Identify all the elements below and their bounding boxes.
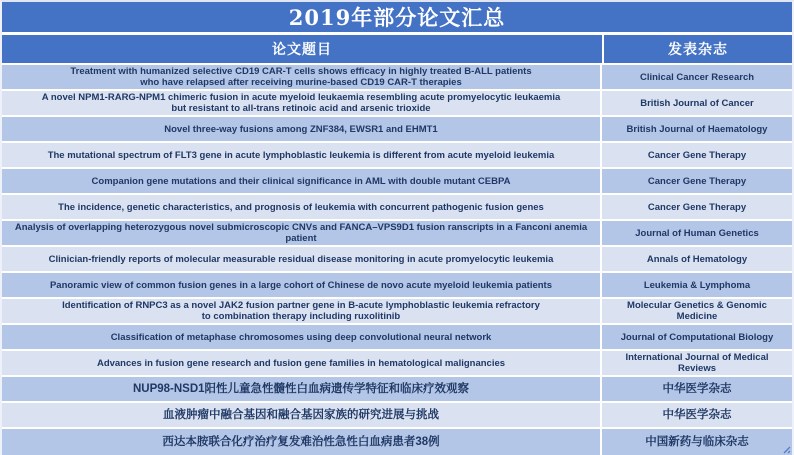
page-title: 2019年部分论文汇总 bbox=[2, 2, 792, 35]
journal-cell: British Journal of Haematology bbox=[626, 123, 768, 135]
paper-title-cell: Advances in fusion gene research and fusion gene families in hematological malignancies bbox=[2, 351, 602, 375]
table-row bbox=[2, 91, 792, 117]
table-row bbox=[2, 325, 792, 351]
table-row bbox=[2, 351, 792, 377]
journal-cell: Cancer Gene Therapy bbox=[647, 201, 747, 213]
table-row bbox=[2, 429, 792, 455]
table-row bbox=[2, 143, 792, 169]
paper-title-cell: 血液肿瘤中融合基因和融合基因家族的研究进展与挑战 bbox=[2, 403, 602, 427]
paper-title-cell: Identification of RNPC3 as a novel JAK2 fusion partner gene in B-acute lymphoblastic leukemia refractory to combination therapy including ruxolitinib bbox=[2, 299, 602, 323]
journal-cell: British Journal of Cancer bbox=[640, 97, 754, 109]
journal-cell: Journal of Computational Biology bbox=[620, 331, 774, 343]
paper-title-cell: Analysis of overlapping heterozygous novel submicroscopic CNVs and FANCA–VPS9D1 fusion ranscripts in a Fanconi anemia patient bbox=[2, 221, 602, 245]
table-row bbox=[2, 377, 792, 403]
table-row bbox=[2, 299, 792, 325]
paper-title-cell: Classification of metaphase chromosomes using deep convolutional neural network bbox=[2, 325, 602, 349]
journal-cell: Annals of Hematology bbox=[646, 253, 748, 265]
table-row bbox=[2, 247, 792, 273]
table-row bbox=[2, 403, 792, 429]
paper-title-cell: A novel NPM1-RARG-NPM1 chimeric fusion in acute myeloid leukaemia resembling acute promyelocytic leukaemia but resistant to all-trans retinoic acid and arsenic trioxide bbox=[2, 91, 602, 115]
paper-title-cell: The incidence, genetic characteristics, and prognosis of leukemia with concurrent pathogenic fusion genes bbox=[2, 195, 602, 219]
paper-title-cell: Panoramic view of common fusion genes in a large cohort of Chinese de novo acute myeloid leukemia patients bbox=[2, 273, 602, 297]
table-row bbox=[2, 117, 792, 143]
journal-cell: 中华医学杂志 bbox=[662, 382, 732, 395]
table-row bbox=[2, 221, 792, 247]
paper-title-cell: Treatment with humanized selective CD19 CAR-T cells shows efficacy in highly treated B-ALL patients who have relapsed after receiving murine-based CD19 CAR-T therapies bbox=[2, 65, 602, 89]
table-row bbox=[2, 195, 792, 221]
paper-title-cell: Clinician-friendly reports of molecular measurable residual disease monitoring in acute promyelocytic leukemia bbox=[2, 247, 602, 271]
table-row bbox=[2, 273, 792, 299]
journal-cell: 中国新药与临床杂志 bbox=[645, 435, 749, 448]
paper-title-cell: Companion gene mutations and their clinical significance in AML with double mutant CEBPA bbox=[2, 169, 602, 193]
column-header-paper-title: 论文题目 bbox=[2, 35, 604, 63]
journal-cell: Cancer Gene Therapy bbox=[647, 175, 747, 187]
journal-cell: International Journal of Medical Reviews bbox=[625, 352, 769, 374]
paper-title-cell: The mutational spectrum of FLT3 gene in acute lymphoblastic leukemia is different from acute myeloid leukemia bbox=[2, 143, 602, 167]
journal-cell: Clinical Cancer Research bbox=[639, 71, 755, 83]
journal-cell: 中华医学杂志 bbox=[662, 408, 732, 421]
paper-title-cell: 西达本胺联合化疗治疗复发难治性急性白血病患者38例 bbox=[2, 429, 602, 455]
paper-title-cell: NUP98-NSD1阳性儿童急性髓性白血病遗传学特征和临床疗效观察 bbox=[2, 377, 602, 401]
journal-cell: Leukemia & Lymphoma bbox=[643, 279, 751, 291]
resize-handle-icon[interactable] bbox=[782, 445, 791, 454]
table-header-row bbox=[2, 35, 792, 65]
journal-cell: Journal of Human Genetics bbox=[635, 227, 759, 239]
table-row bbox=[2, 169, 792, 195]
table-row bbox=[2, 65, 792, 91]
journal-cell: Molecular Genetics & Genomic Medicine bbox=[627, 300, 767, 322]
journal-cell: Cancer Gene Therapy bbox=[647, 149, 747, 161]
paper-title-cell: Novel three-way fusions among ZNF384, EWSR1 and EHMT1 bbox=[2, 117, 602, 141]
table-body bbox=[2, 65, 792, 455]
column-header-journal: 发表杂志 bbox=[668, 42, 728, 58]
